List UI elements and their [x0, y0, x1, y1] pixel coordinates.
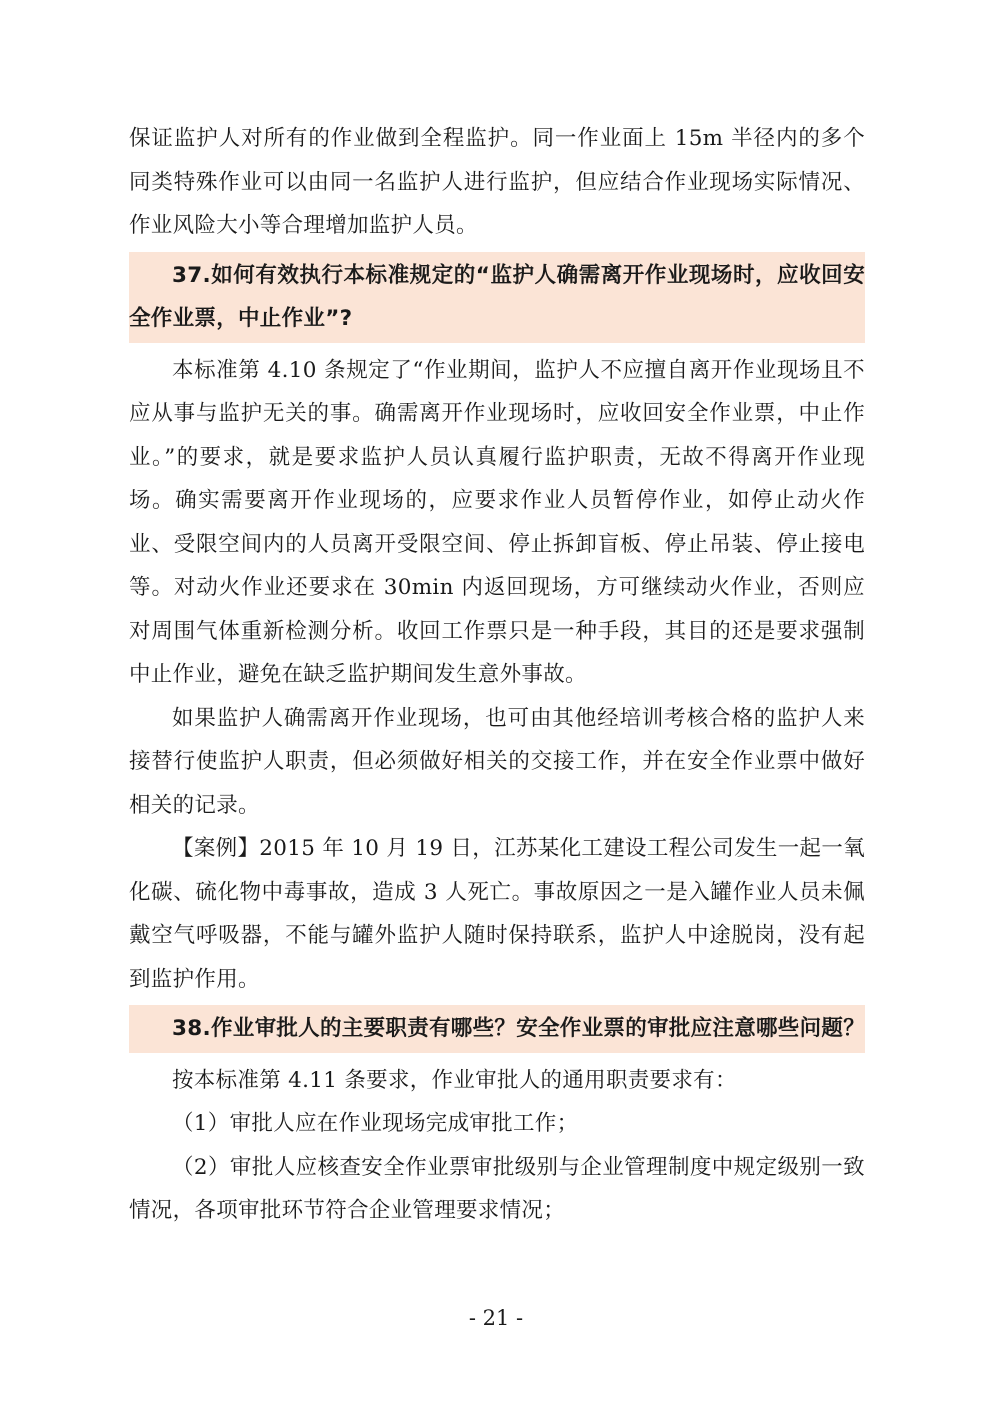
question-37-heading: 37.如何有效执行本标准规定的“监护人确需离开作业现场时，应收回安全作业票，中止作业”? [129, 262, 865, 331]
question-38-heading: 38.作业审批人的主要职责有哪些？安全作业票的审批应注意哪些问题？ [172, 1016, 865, 1041]
list-item-1: （1）审批人应在作业现场完成审批工作； [172, 1111, 579, 1136]
paragraph-continuation: 保证监护人对所有的作业做到全程监护。同一作业面上 15m 半径内的多个同类特殊作业可以由同一名监护人进行监护，但应结合作业现场实际情况、作业风险大小等合理增加监护人员。 [129, 126, 865, 238]
paragraph-answer-37-replacement: 如果监护人确需离开作业现场，也可由其他经培训考核合格的监护人来接替行使监护人职责，但必须做好相关的交接工作，并在安全作业票中做好相关的记录。 [129, 705, 865, 818]
question-37-heading-box [129, 252, 865, 343]
list-item-2: （2）审批人应核查安全作业票审批级别与企业管理制度中规定级别一致情况，各项审批环节符合企业管理要求情况； [129, 1154, 865, 1223]
page-number: - 21 - [468, 1306, 524, 1330]
paragraph-answer-38-intro: 按本标准第 4.11 条要求，作业审批人的通用职责要求有： [172, 1067, 737, 1093]
paragraph-case-example: 【案例】2015 年 10 月 19 日，江苏某化工建设工程公司发生一起一氧化碳、硫化物中毒事故，造成 3 人死亡。事故原因之一是入罐作业人员未佩戴空气呼吸器，不能与罐外监护人随时保持联系，监护人中途脱岗，没有起到监护作用。 [129, 836, 865, 992]
paragraph-answer-37-main: 本标准第 4.10 条规定了“作业期间，监护人不应擅自离开作业现场且不应从事与监护无关的事。确需离开作业现场时，应收回安全作业票，中止作业。”的要求，就是要求监护人员认真履行监护职责，无故不得离开作业现场。确实需要离开作业现场的，应要求作业人员暂停作业，如停止动火作业、受限空间内的人员离开受限空间、停止拆卸盲板、停止吊装、停止接电等。对动火作业还要求在 30min 内返回现场，方可继续动火作业，否则应对周围气体重新检测分析。收回工作票只是一种手段，其目的还是要求强制中止作业，避免在缺乏监护期间发生意外事故。 [129, 357, 865, 687]
page-content [129, 117, 865, 1233]
question-38-heading-box [129, 1005, 865, 1053]
